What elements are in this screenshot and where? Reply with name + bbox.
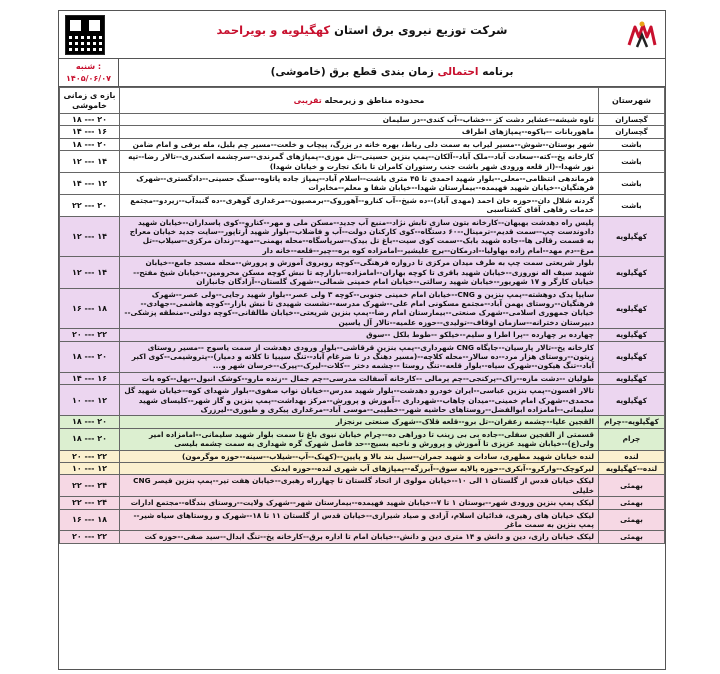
outage-area: القجین علیا--چشمه زعفران--تل برو--قلعه قلاک--شهرک صنعتی برنجزار (120, 416, 599, 428)
outage-city: کهگیلویه (599, 341, 665, 372)
outage-area: لیکک خیابان رازی، دین و دانش و ۱۴ متری دین و دانش--خیابان امام تا اداره برق--کارخانه یخ--تنگ ابدال--سید صفی--حوزه کت (120, 531, 599, 543)
outage-time: ۲۲ --- ۲۴ (60, 497, 120, 509)
outage-area: کارخانه یخ--کته--سعادت آباد--ملک آباد--آلکان--پمپ بنزین حسینی--تل موزی--پمپاژهای گمرندی--سرچشمه اسکندری--تالار رضا--تپه نور شهدا--(از قلعه ورودی شهر باشت جنب رستوران کامران تا بانک تجارت و خیابان شهدا) (120, 151, 599, 173)
outage-area: چهارده بر چهارده --پرا اطرا و سلیم--خیلکو --طوط بلکل --سوق (120, 329, 599, 341)
outage-city: لنده (599, 450, 665, 462)
outage-city: کهگیلویه (599, 329, 665, 341)
table-row (60, 497, 665, 509)
header-area (120, 88, 599, 114)
outage-time: ۱۰ --- ۱۲ (60, 463, 120, 475)
outage-area: گردنه شلال دان--حوزه خان احمد (مهدی آباد)--ده شیخ--آب کنارو--آهوروک--برمصیون--مرغداری گوهری--ده گنبدآب--زیردو--مجتمع خدمات رفاهی آقای کشتاسبی (120, 194, 599, 216)
table-row (60, 257, 665, 288)
outage-area: قسمتی از القجین سفلی--جاده بی بی زینب تا دوراهی ده--چرام خیابان نبوی باغ تا سمت بلوار شهید سلیمانی--امامزاده امیر ولی(ع)--خیابان شهید عزیزی تا آموزش و پرورش و ناحیه بسیج--حد فاصل شهرک گره شهداری به سمت چشمه بلیسی (120, 428, 599, 450)
outage-city: بهمئی (599, 475, 665, 497)
table-row (60, 341, 665, 372)
table-row (60, 509, 665, 531)
outage-area: لیرکوچک--وارکرو--آبکری--حوزه پالایه سوق--آبرزگه--پمپاژهای آب شهری لنده--حوزه ایدنک (120, 463, 599, 475)
date-value: ۱۴۰۵/۰۶/۰۷ (66, 74, 111, 83)
qr-code-icon (65, 15, 105, 55)
table-row (60, 138, 665, 150)
header-time: بازه ی زمانی خاموشی (60, 88, 120, 114)
outage-city: باشت (599, 173, 665, 195)
table-row (60, 428, 665, 450)
table-row (60, 475, 665, 497)
outage-time: ۱۴ --- ۱۶ (60, 126, 120, 138)
header-city: شهرستان (599, 88, 665, 114)
outage-table (59, 87, 665, 544)
table-row (60, 416, 665, 428)
outage-area: پلیس راه دهدشت بهبهان--کارخانه بتون سازی تابش نژاد--منبع آب جدید--مسکن ملی و مهر--کنارو--کوی پاسداران--خیابان شهید دادوندست چپ--سمت قدیم--ترمینال--۶۰ دستگاه--کوی کارکنان دولت--آب و فاضلاب--بلوار شهید آرتاپور--سایت جدید خیابان معراج به قسمت رقالی ها--جاده شهید بابک--سمت کوی سیت--باغ تل بیدک--سرپاسگاه--محله بهمنی--مهد--زندان مرکزی--سیلاب--تل مرغ--دم مهد--امام زاده بهاولیا--ادرمکان--برج علیشیر--امامزاده کوه بره--چیر--قلعه--خانه دار (120, 216, 599, 257)
outage-area: لیکک پمپ بنزین ورودی شهر--بوستان ۱ تا ۷--خیابان شهید فهیمده--بیمارستان شهر--شهرک ولایت--روستای بندگاه--مجتمع ادارات (120, 497, 599, 509)
outage-city: بهمئی (599, 509, 665, 531)
outage-city: باشت (599, 194, 665, 216)
outage-time: ۱۲ --- ۱۴ (60, 151, 120, 173)
outage-area: بلوار شریعتی سمت چپ به طرف میدان مرکزی تا دروازه فرهنگی--کوچه روبروی آموزش و پرورش--محله مسجد جامع--خیابان شهید سیف اله نوروزی--خیابان شهید باقری تا کوچه بهاران--امامزاده--بازارچه تا نبش کوچه مسکن محرومین--خیابان شیخ مفتح--خیابان کارگر و ۱۷ شهریور--خیابان شهید رسالتی--خیابان امام خمینی شمالی--شهرک گلستان--آزادگان جانبازان (120, 257, 599, 288)
outage-city: بهمئی (599, 531, 665, 543)
header-area-prefix: محدوده مناطق و زیرمحله (324, 95, 425, 105)
outage-time: ۱۸ --- ۲۰ (60, 341, 120, 372)
outage-city: کهگیلویه (599, 288, 665, 329)
outage-time: ۲۲ --- ۲۰ (60, 194, 120, 216)
outage-time: ۱۸ --- ۲۰ (60, 428, 120, 450)
outage-time: ۱۲ --- ۱۴ (60, 216, 120, 257)
table-row (60, 372, 665, 384)
program-title (119, 59, 665, 86)
outage-area: کارخانه یخ--تالار پارسیان--جایگاه CNG شهرداری--پمپ بنزین قرقاشی--بلوار ورودی دهدشت از سمت یاسوج --مسیر روستای زیتون--روستای هزار مرد--ده سالار--محله کلاچه--(مسیر دهنگ در تا ضرغام آباد--تنگ سیبیا تا کلاته و دمیار)--پتروشیمی--کوی اکبر آباد--تنگ هیکون--شهرک سیاه--بلوار قلعه--تنگ روستا --چشمه دختر --کلات--لیرک--پیرک--خرسان شهر و... (120, 341, 599, 372)
outage-city: کهگیلویه--چرام (599, 416, 665, 428)
table-row (60, 463, 665, 475)
outage-city: بهمئی (599, 497, 665, 509)
document-header (59, 11, 665, 59)
outage-area: تاوه شیشه--عشایر دشت کز --خشاب--آب کندی--دز سلیمان (120, 114, 599, 126)
outage-time: ۱۴ --- ۱۲ (60, 173, 120, 195)
outage-time: ۱۰ --- ۱۲ (60, 385, 120, 416)
outage-time: ۱۴ --- ۱۶ (60, 372, 120, 384)
outage-time: ۲۰ --- ۲۲ (60, 450, 120, 462)
outage-area: لیکک خیابان قدس از گلستان ۱ الی ۱۰--خیابان مولوی از اتحاد گلستان تا چهارراه رهبری--خیابان هفت تیر--پمپ بنزین قیصر CNG خلیلی (120, 475, 599, 497)
outage-time: ۲۰ --- ۲۲ (60, 531, 120, 543)
outage-time: ۱۸ --- ۲۰ (60, 114, 120, 126)
date-label: شنبه : (75, 62, 102, 71)
outage-area: تالار افسون--پمپ بنزین عباسی--ایران خودرو دهدشت--بلوار شهید مدرس--خیابان نواب صفوی--بلوار شهدای کوه--خیابان شهید گل محمدی--شهرک امام خمینی--میدان چاهاب--شهرداری --آموزش و پرورش--مرکز بهداشت--پمپ بنزین و گاز شهر--کلیسای شهید سلیمانی--امامزاده ابوالفضل--روستاهای حاشیه شهر--خطیبی--موسی آباد--مرغداری پیکری و طیوری--لیرزرک (120, 385, 599, 416)
program-highlight: احتمالی (437, 66, 479, 78)
outage-city: باشت (599, 138, 665, 150)
outage-city: کهگیلویه (599, 257, 665, 288)
outage-time: ۱۸ --- ۲۰ (60, 416, 120, 428)
outage-city: گچساران (599, 126, 665, 138)
table-row (60, 151, 665, 173)
table-row (60, 531, 665, 543)
program-prefix: برنامه (482, 66, 514, 78)
company-title (119, 23, 605, 37)
table-row (60, 450, 665, 462)
table-row (60, 216, 665, 257)
outage-area: لنده خیابان شهید مطهری، سادات و شهید جمران--سیل بند بالا و پایین--(کهنک--آپ--شیلاب--سینه--حوزه موگرمون) (120, 450, 599, 462)
table-row (60, 126, 665, 138)
header-area-highlight: تقریبی (293, 95, 322, 105)
outage-area: فرماندهی انتظامی--معلی--بلوار شهید احمدی تا ۴۵ متری باشت--اسلام آباد--پمپاژ جاده پاتاوه--سنگ حسینی--دادگستری--شهرک فرهنگیان--خیابان شهید فهیمده--بیمارستان شهدا--خیابان شفا و معلم--مخابرات (120, 173, 599, 195)
outage-city: باشت (599, 151, 665, 173)
program-suffix: زمان بندی قطع برق (خاموشی) (270, 66, 434, 78)
table-body (60, 114, 665, 544)
table-row (60, 114, 665, 126)
date-box (59, 59, 119, 86)
company-highlight: کهگیلویه و بویراحمد (216, 23, 331, 37)
outage-time: ۱۸ --- ۲۰ (60, 138, 120, 150)
outage-area: سایپا یدک دوهشته--پمپ بنزین و CNG--خیابان امام خمینی جنوبی--کوچه ۳ ولی عصر--بلوار شهید رجایی--ولی عصر--شهرک فرهنگیان--روستای بهمن آباد--مجتمع مسکونی امام علی--شهرک مدرسه--نشست شهیدی تا نبش بازار--کوچه هاشمی--جهادی--خیابان جمهوری اسلامی--شهرک صنعتی--بیمارستان امام رضا--پمپ بنزین شریعتی--خیابان طالقانی--کوچه دولتی--منطقه پزشکی--دبیرستان دخترانه--سازمان اوقاف--تولیدی--حوزه علمیه--تالار آل یاسین (120, 288, 599, 329)
outage-time: ۱۶ --- ۱۸ (60, 288, 120, 329)
outage-schedule-sheet (58, 10, 666, 670)
table-row (60, 194, 665, 216)
outage-city: کهگیلویه (599, 385, 665, 416)
company-prefix: شرکت توزیع نیروی برق استان (334, 23, 508, 37)
outage-area: شهر بوستان--شوش--مسیر لیراب به سمت دلی رباط، بهره خانه در بزرگ، پیچاب و خلعت--مسیر چم بلبل، مله برفی و امام ضامن (120, 138, 599, 150)
outage-area: لیکک خیابان های رهبری، فدائیان اسلام، آزادی و صیاد شیرازی--خیابان قدس از گلستان ۱۱ تا ۱۸--شهرک و روستاهای سیاه شیر--پمپ بنزین به سمت ماغر (120, 509, 599, 531)
table-row (60, 288, 665, 329)
outage-city: چرام (599, 428, 665, 450)
outage-time: ۲۲ --- ۲۴ (60, 475, 120, 497)
outage-city: کهگیلویه (599, 216, 665, 257)
power-company-logo-icon (625, 19, 659, 53)
outage-time: ۲۰ --- ۲۲ (60, 329, 120, 341)
table-row (60, 329, 665, 341)
program-row (59, 59, 665, 87)
outage-city: لنده--کهگیلویه (599, 463, 665, 475)
table-row (60, 173, 665, 195)
outage-time: ۱۶ --- ۱۸ (60, 509, 120, 531)
outage-area: ماهوربانات --باکوه--پمپاژهای اطراف (120, 126, 599, 138)
table-row (60, 385, 665, 416)
outage-city: گچساران (599, 114, 665, 126)
outage-city: کهگیلویه (599, 372, 665, 384)
outage-area: طولیان --دشت مازه--زاک--پرکنجی--چم پرمالی --کارخانه آسفالت مدرسی--چم جمال --زنده مارو--کوشک انبول--بهل--کوه یات (120, 372, 599, 384)
outage-time: ۱۲ --- ۱۴ (60, 257, 120, 288)
